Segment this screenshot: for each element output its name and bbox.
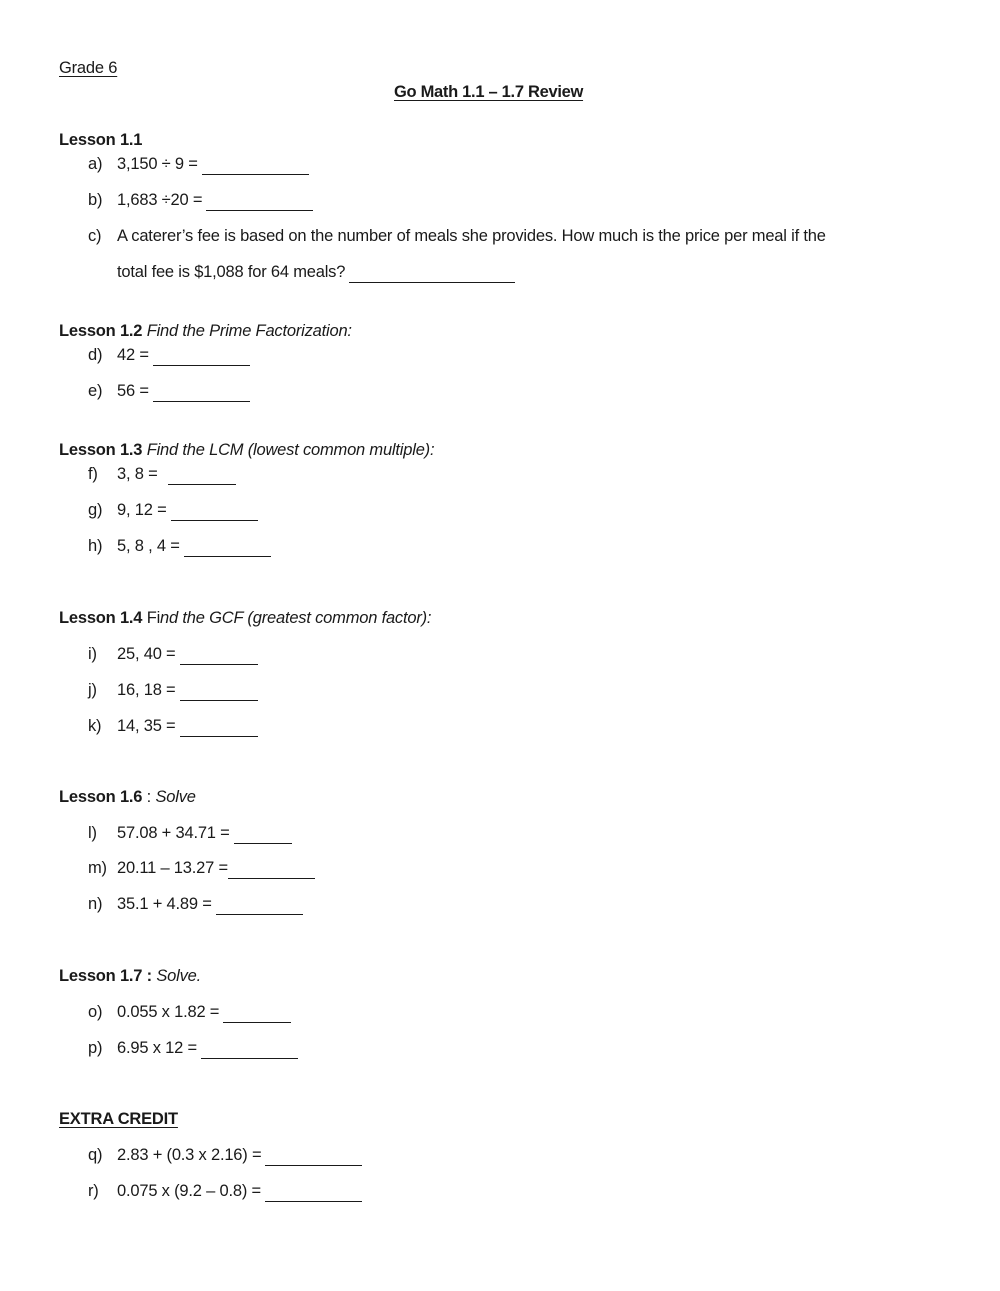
answer-blank-k[interactable] <box>180 722 258 737</box>
problem-text: 14, 35 = <box>117 717 176 735</box>
problem-d <box>88 346 250 365</box>
lesson-instruction-upright: Fi <box>146 609 161 627</box>
problem-q <box>88 1146 362 1165</box>
problem-letter: h) <box>88 537 103 555</box>
problem-k <box>88 717 258 736</box>
answer-blank-q[interactable] <box>265 1151 362 1166</box>
lesson-instruction: nd the GCF (greatest common factor): <box>160 609 432 627</box>
problem-letter: c) <box>88 227 102 245</box>
answer-blank-j[interactable] <box>180 686 258 701</box>
answer-blank-e[interactable] <box>153 387 250 402</box>
problem-text: 57.08 + 34.71 = <box>117 824 230 842</box>
problem-l <box>88 824 292 843</box>
answer-blank-h[interactable] <box>184 542 271 557</box>
answer-blank-r[interactable] <box>265 1187 362 1202</box>
problem-letter: l) <box>88 824 97 842</box>
problem-text: 9, 12 = <box>117 501 167 519</box>
section-heading-lesson-1-3 <box>59 441 434 460</box>
answer-blank-i[interactable] <box>180 650 258 665</box>
problem-letter: r) <box>88 1182 99 1200</box>
section-heading-lesson-1-6 <box>59 788 196 807</box>
grade-label: Grade 6 <box>59 59 118 77</box>
problem-text-line1: A caterer’s fee is based on the number of meals she provides. How much is the price per meal if the <box>117 227 826 245</box>
worksheet-title: Go Math 1.1 – 1.7 Review <box>394 83 584 101</box>
lesson-label: Lesson 1.1 <box>59 131 143 149</box>
section-heading-lesson-1-1 <box>59 131 142 150</box>
problem-letter: g) <box>88 501 103 519</box>
problem-text: 1,683 ÷20 = <box>117 191 203 209</box>
section-heading-extra-credit <box>59 1110 178 1129</box>
answer-blank-o[interactable] <box>223 1008 291 1023</box>
problem-letter: j) <box>88 681 97 699</box>
problem-text: 25, 40 = <box>117 645 176 663</box>
problem-text: 42 = <box>117 346 149 364</box>
answer-blank-c[interactable] <box>349 268 515 283</box>
problem-letter: m) <box>88 859 107 877</box>
problem-letter: k) <box>88 717 102 735</box>
problem-letter: i) <box>88 645 97 663</box>
problem-letter: n) <box>88 895 103 913</box>
problem-letter: a) <box>88 155 103 173</box>
answer-blank-d[interactable] <box>153 351 250 366</box>
lesson-separator: : <box>142 788 156 806</box>
problem-h <box>88 537 271 556</box>
problem-text: 16, 18 = <box>117 681 176 699</box>
problem-text: 35.1 + 4.89 = <box>117 895 212 913</box>
problem-f <box>88 465 236 484</box>
problem-text: 6.95 x 12 = <box>117 1039 197 1057</box>
problem-p <box>88 1039 298 1058</box>
lesson-instruction: Solve. <box>151 967 202 985</box>
problem-i <box>88 645 258 664</box>
answer-blank-m[interactable] <box>228 864 315 879</box>
answer-blank-f[interactable] <box>168 470 236 485</box>
lesson-label: Lesson 1.3 <box>59 441 143 459</box>
problem-j <box>88 681 258 700</box>
problem-text: 20.11 – 13.27 = <box>117 859 228 877</box>
problem-o <box>88 1003 291 1022</box>
problem-b <box>88 191 313 210</box>
problem-text: 3, 8 = <box>117 465 158 483</box>
problem-a <box>88 155 309 174</box>
problem-text: 5, 8 , 4 = <box>117 537 180 555</box>
problem-text: 0.055 x 1.82 = <box>117 1003 220 1021</box>
problem-c <box>88 227 918 282</box>
answer-blank-g[interactable] <box>171 506 258 521</box>
answer-blank-a[interactable] <box>202 160 309 175</box>
lesson-label: Lesson 1.6 <box>59 788 143 806</box>
problem-text: 3,150 ÷ 9 = <box>117 155 198 173</box>
problem-text: 56 = <box>117 382 149 400</box>
problem-letter: b) <box>88 191 103 209</box>
problem-r <box>88 1182 362 1201</box>
problem-letter: o) <box>88 1003 103 1021</box>
lesson-instruction: Find the LCM (lowest common multiple): <box>146 441 435 459</box>
lesson-instruction: Solve <box>155 788 196 806</box>
lesson-label: Lesson 1.7 : <box>59 967 152 985</box>
section-heading-lesson-1-4 <box>59 609 431 628</box>
problem-letter: d) <box>88 346 103 364</box>
problem-letter: e) <box>88 382 103 400</box>
problem-e <box>88 382 250 401</box>
problem-text: 0.075 x (9.2 – 0.8) = <box>117 1182 261 1200</box>
problem-m <box>88 859 315 878</box>
answer-blank-l[interactable] <box>234 829 292 844</box>
problem-letter: f) <box>88 465 98 483</box>
lesson-instruction: Find the Prime Factorization: <box>146 322 352 340</box>
extra-credit-label: EXTRA CREDIT <box>59 1110 178 1128</box>
answer-blank-n[interactable] <box>216 900 303 915</box>
problem-text: 2.83 + (0.3 x 2.16) = <box>117 1146 262 1164</box>
problem-letter: p) <box>88 1039 103 1057</box>
lesson-label: Lesson 1.4 <box>59 609 143 627</box>
section-heading-lesson-1-7 <box>59 967 201 986</box>
problem-g <box>88 501 258 520</box>
problem-letter: q) <box>88 1146 103 1164</box>
problem-text-line2: total fee is $1,088 for 64 meals? <box>117 263 346 281</box>
answer-blank-p[interactable] <box>201 1044 298 1059</box>
lesson-label: Lesson 1.2 <box>59 322 143 340</box>
answer-blank-b[interactable] <box>206 196 313 211</box>
section-heading-lesson-1-2 <box>59 322 352 341</box>
problem-n <box>88 895 303 914</box>
